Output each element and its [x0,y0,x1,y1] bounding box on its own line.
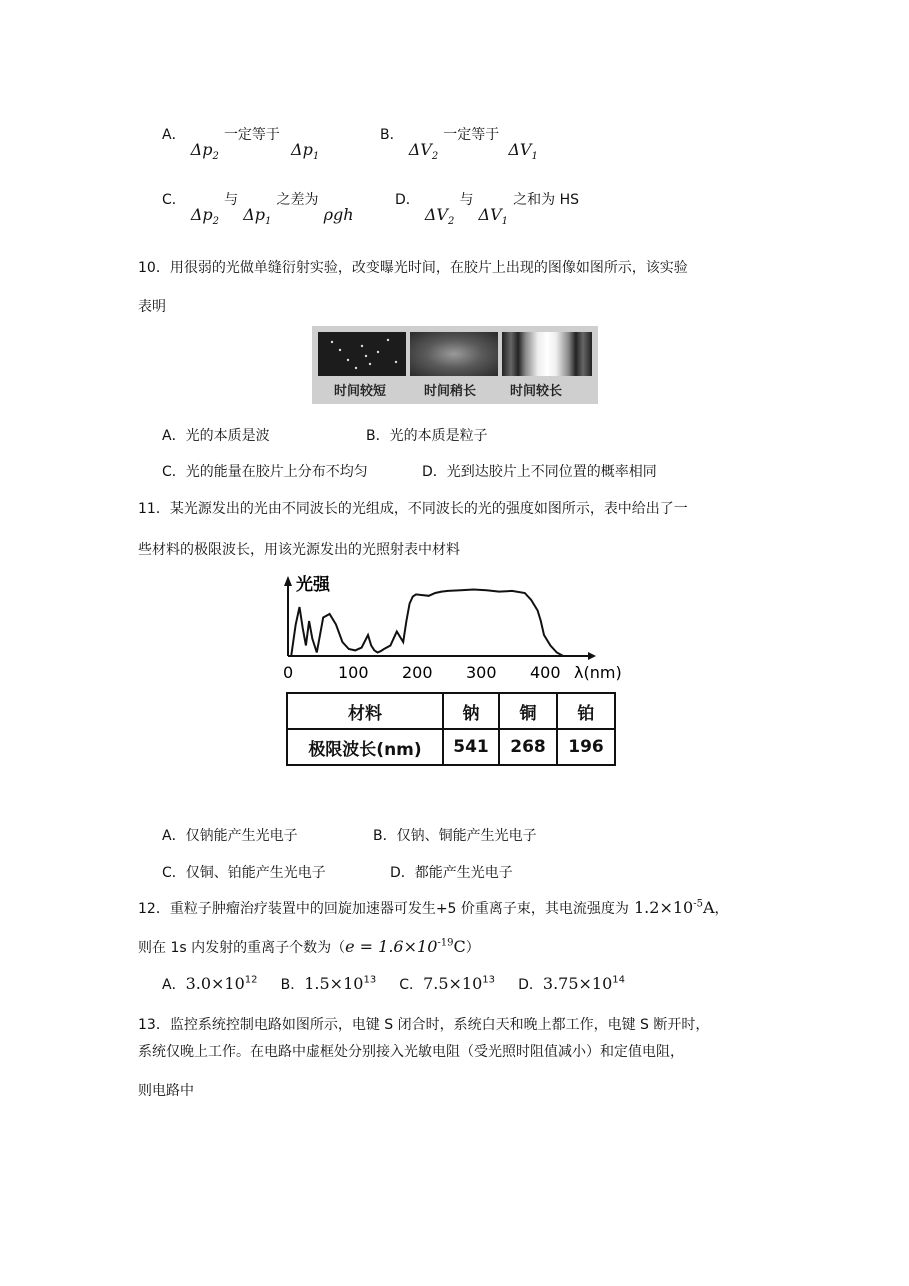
threshold-table [286,692,616,766]
q12-stem-line2: 则在 1s 内发射的重离子个数为$(e = 1.6\times 10^{-19}C)$ [138,937,480,956]
q13-stem-line2: 系统仅晚上工作。在电路中虚框处分别接入光敏电阻（受光照时阻值减小）和定值电阻， [138,1044,684,1060]
table-row-label: 极限波长(nm) [287,729,443,765]
math-expr: $\Delta p_1$ [243,205,272,228]
x-tick-label: 100 [338,663,369,682]
table-cell-cu: 268 [499,729,557,765]
q11-option-a: A．仅钠能产生光电子 [162,828,298,844]
film-caption-1: 时间较短 [334,384,387,399]
math-expr: $\Delta p_2$ [190,140,219,163]
math-expr: $\Delta V_1$ [478,205,509,228]
charge-value: $e = 1.6\times 10^{-19}C$ [345,937,466,956]
table-header-na: 钠 [443,693,499,729]
q13-stem-line1: 13．监控系统控制电路如图所示，电键 S 闭合时，系统白天和晚上都工作，电键 S 断开时， [138,1017,710,1033]
q10-stem-line1: 10．用很弱的光做单缝衍射实验，改变曝光时间，在胶片上出现的图像如图所示，该实验 [138,260,688,276]
table-header-material: 材料 [287,693,443,729]
x-tick-label: 0 [283,663,294,682]
film-figure [312,326,598,404]
photon-dots [318,332,406,376]
spectrum-chart [276,572,636,690]
x-tick-label: 200 [402,663,433,682]
film-caption-2: 时间稍长 [424,384,477,399]
y-axis-label: 光强 [296,575,330,595]
q11-stem-line2: 些材料的极限波长，用该光源发出的光照射表中材料 [138,542,460,558]
intensity-curve [291,590,569,657]
q9-option-c: C． $\Delta p_2$ 与 $\Delta p_1$ 之差为 ρgh [162,192,354,228]
x-tick-label: 300 [466,663,497,682]
q10-stem-line2: 表明 [138,299,166,315]
math-expr: ρgh [323,205,354,224]
q9-option-d: D． $\Delta V_2$ 与 $\Delta V_1$ 之和为 HS [395,192,579,228]
table-header-cu: 铜 [499,693,557,729]
x-tick-label: 400 [530,663,561,682]
q9-option-b: B． $\Delta V_2$ 一定等于 $\Delta V_1$ [380,127,538,163]
table-header-pt: 铂 [557,693,615,729]
x-axis-arrow [588,652,596,660]
q10-option-c: C．光的能量在胶片上分布不均匀 [162,464,368,480]
math-expr: $\Delta p_2$ [190,205,220,228]
q12-option-c: C．$7.5\times 10^{13}$ [399,974,496,993]
q9-option-a: A． $\Delta p_2$ 一定等于 $\Delta p_1$ [162,127,320,163]
q10-option-d: D．光到达胶片上不同位置的概率相同 [422,464,657,480]
film-caption-3: 时间较长 [510,384,563,399]
table-cell-pt: 196 [557,729,615,765]
y-axis-arrow [284,576,292,586]
film-panel-medium [410,332,498,376]
q12-options [162,974,625,994]
q11-option-b: B．仅钠、铜能产生光电子 [373,828,537,844]
material-table [286,692,616,766]
table-cell-na: 541 [443,729,499,765]
math-expr: $\Delta p_1$ [291,140,320,163]
math-expr: $\Delta V_2$ [424,205,455,228]
q12-option-d: D．$3.75\times 10^{14}$ [518,974,626,993]
current-value: $1.2\times 10^{-5}A$ [634,898,715,917]
math-expr: $\Delta V_1$ [508,140,538,163]
q10-option-b: B．光的本质是粒子 [366,428,488,444]
q11-stem-line1: 11．某光源发出的光由不同波长的光组成，不同波长的光的强度如图所示，表中给出了一 [138,501,688,517]
film-panel-short [318,332,406,376]
q10-option-a: A．光的本质是波 [162,428,270,444]
x-axis-label: λ(nm) [574,663,622,682]
q11-option-c: C．仅铜、铂能产生光电子 [162,865,326,881]
table-header-row [287,693,615,729]
q13-stem-line3: 则电路中 [138,1083,194,1099]
q12-option-b: B．$1.5\times 10^{13}$ [280,974,377,993]
q11-option-d: D．都能产生光电子 [390,865,513,881]
math-expr: $\Delta V_2$ [408,140,439,163]
chart-axes [284,576,596,660]
q12-stem-line1: 12．重粒子肿瘤治疗装置中的回旋加速器可发生+5 价重离子束，其电流强度为 $1.2\times 10^{-5}A$， [138,898,729,917]
chart-series [291,590,569,657]
table-row [287,729,615,765]
q12-option-a: A．$3.0\times 10^{12}$ [162,974,258,993]
film-panel-long [502,332,592,376]
